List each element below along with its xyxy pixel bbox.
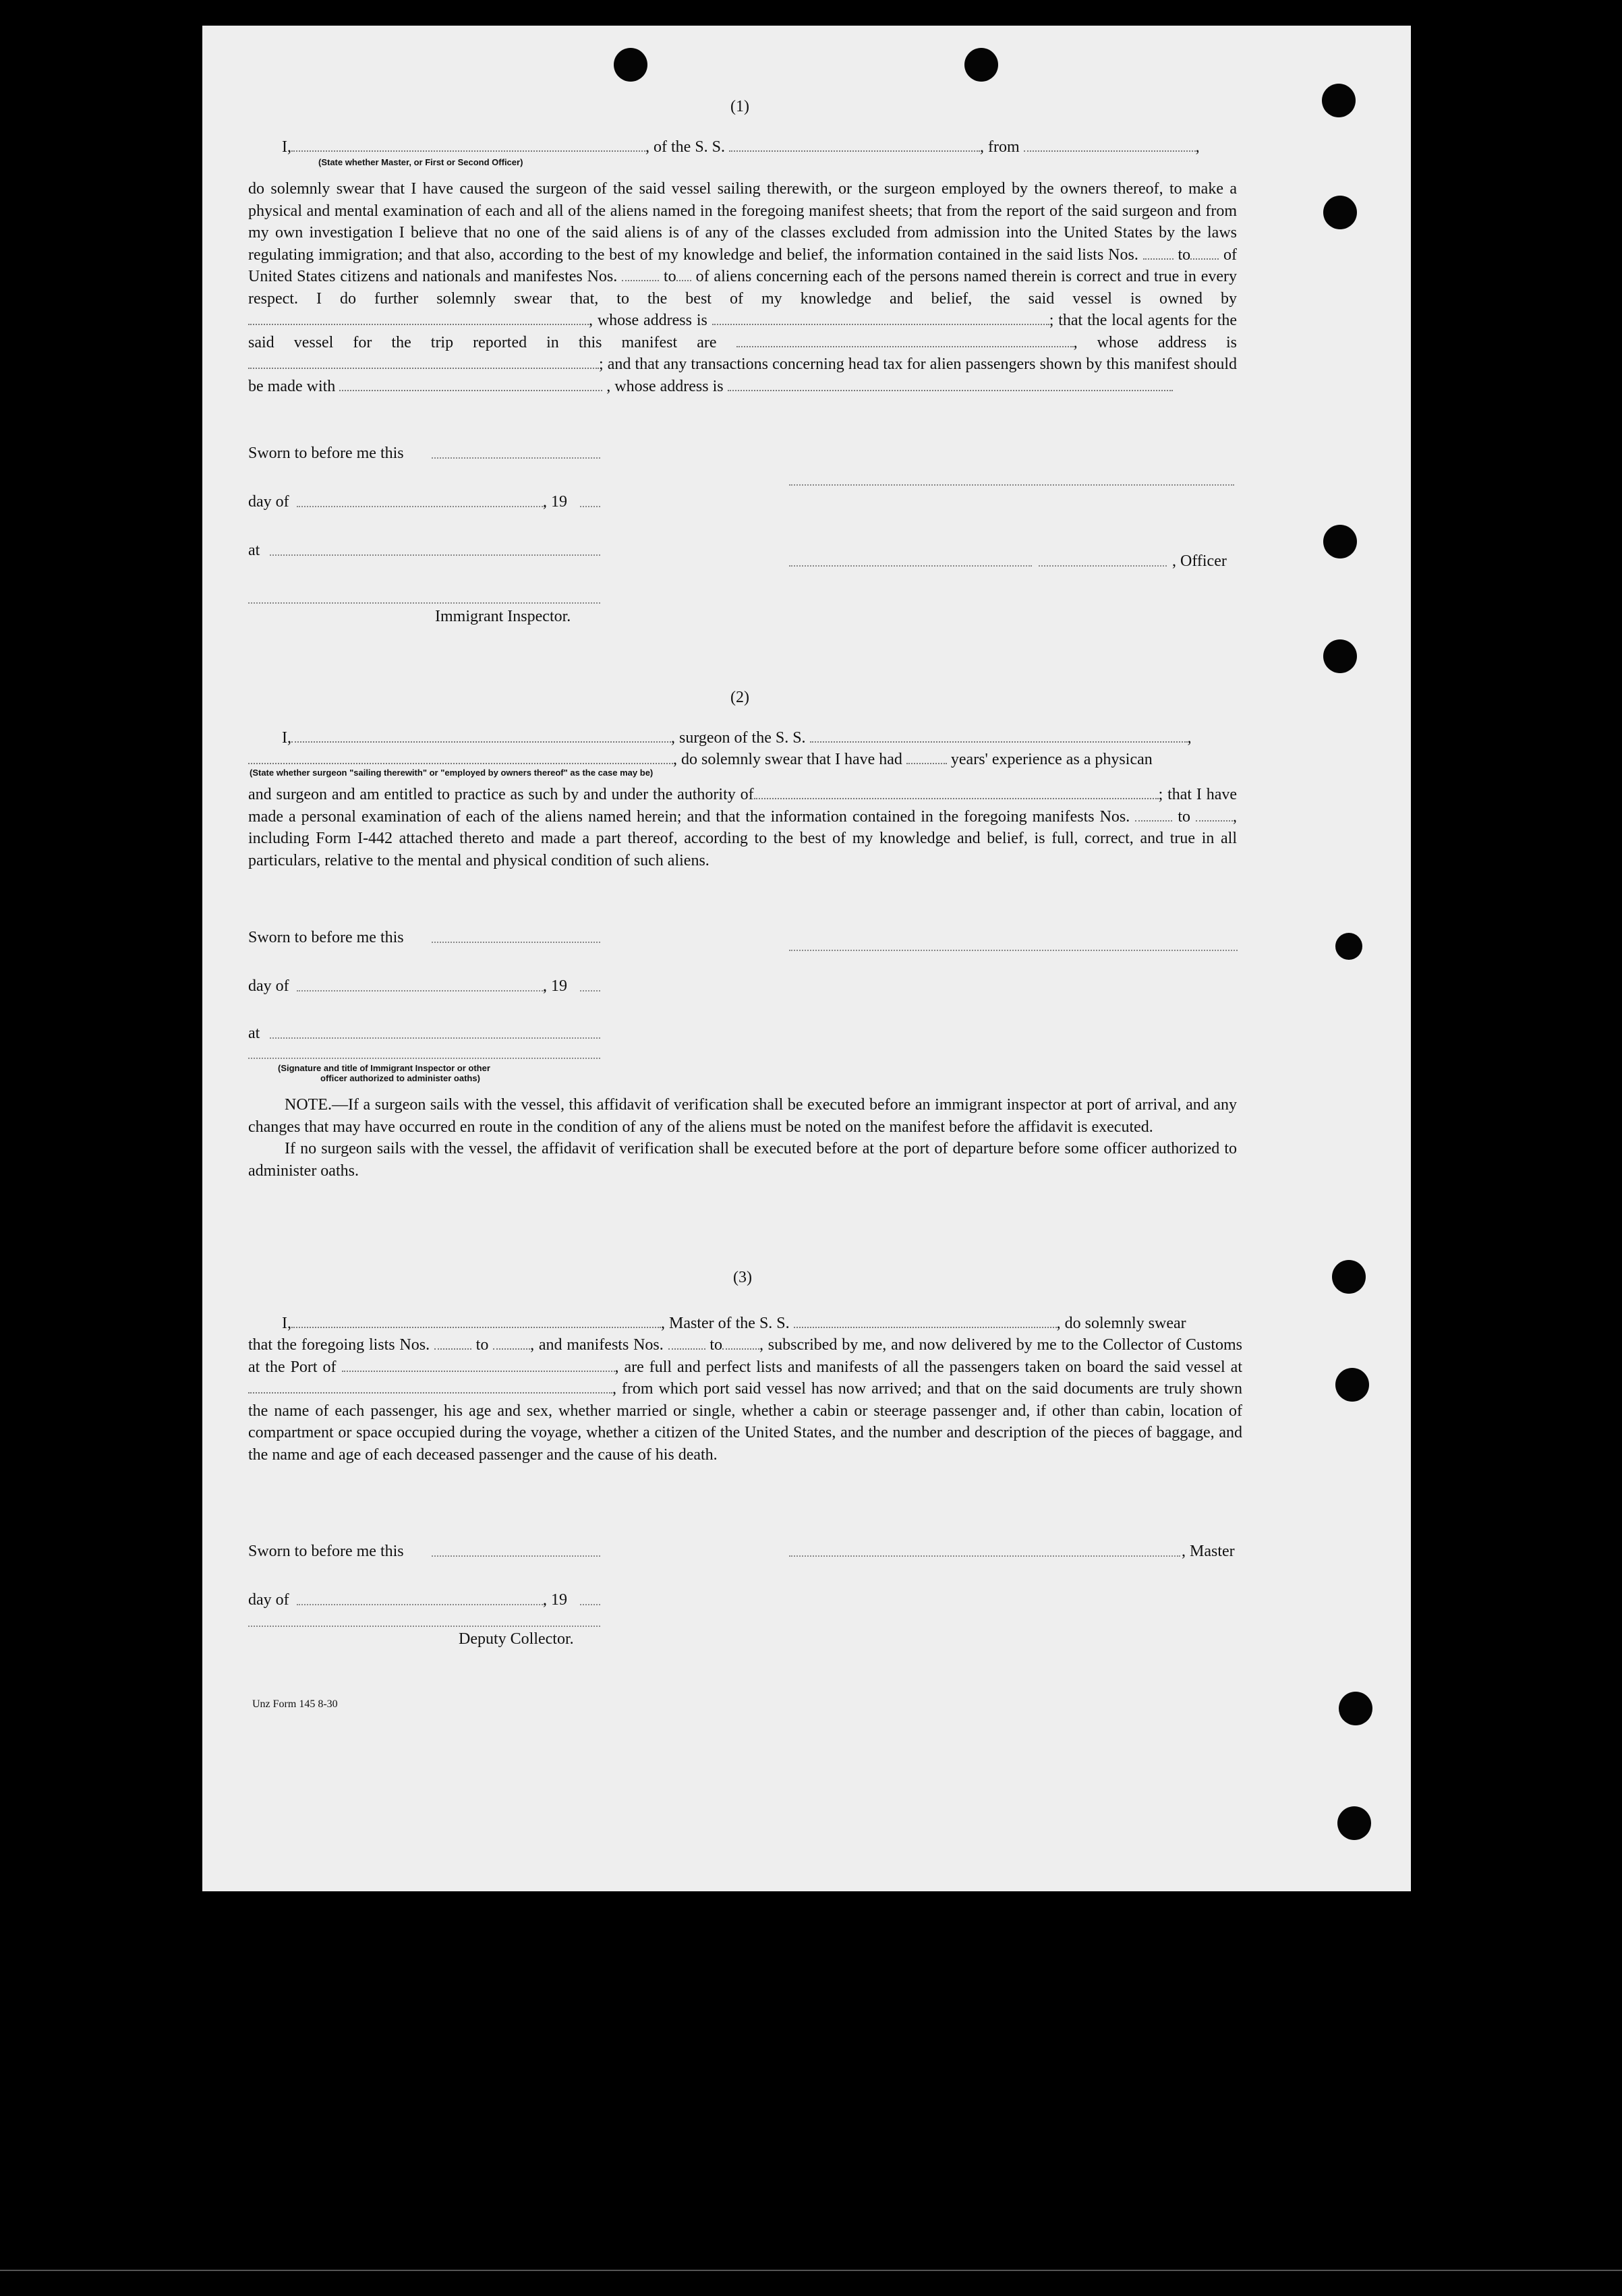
punch-hole bbox=[1323, 639, 1357, 673]
sworn-day-field[interactable] bbox=[432, 942, 600, 943]
oath-text: , whose address is bbox=[606, 377, 724, 395]
oath-text: , are full and perfect lists and manifests of all the passengers taken on board the said vessel at bbox=[614, 1358, 1242, 1376]
years-experience-field[interactable] bbox=[906, 751, 947, 764]
signature-note-line-2: officer authorized to administer oaths) bbox=[320, 1073, 480, 1083]
punch-hole bbox=[1335, 1368, 1369, 1402]
sworn-place-field[interactable] bbox=[270, 554, 600, 556]
punch-hole bbox=[1323, 196, 1357, 229]
surgeon-status-field[interactable] bbox=[248, 751, 673, 764]
master-name-field[interactable] bbox=[291, 1315, 661, 1328]
punch-hole bbox=[1332, 1260, 1366, 1294]
section-3-swear: , do solemnly swear bbox=[1056, 1315, 1186, 1332]
oath-text: of aliens concerning each of the persons named therein is correct and true in every respect. I do further solemnly swear that, to the best of my knowledge and belief, the said vessel is owned by bbox=[248, 268, 1238, 308]
inspector-signature-line[interactable] bbox=[248, 602, 600, 604]
citizen-list-to-field[interactable] bbox=[1190, 246, 1219, 260]
sworn-year-field[interactable] bbox=[580, 1604, 600, 1605]
section-2-year: , 19 bbox=[543, 977, 567, 995]
section-1-tail: , bbox=[1195, 138, 1200, 156]
section-3-lead: I, bbox=[282, 1315, 291, 1332]
sworn-year-field[interactable] bbox=[580, 506, 600, 507]
manifests-to-field[interactable] bbox=[722, 1336, 759, 1350]
section-2-tail: , bbox=[1187, 729, 1192, 747]
sworn-month-field[interactable] bbox=[297, 506, 545, 507]
section-3-oath bbox=[248, 1334, 1242, 1466]
collector-port-field[interactable] bbox=[342, 1358, 615, 1372]
oath-text: , subscribed by me, and now delivered by me to the Collector of Customs at the Port of bbox=[248, 1336, 1243, 1376]
section-1-oath bbox=[248, 178, 1237, 397]
officer-title-field[interactable] bbox=[1039, 565, 1167, 567]
oath-text: of United States citizens and nationals and manifestes Nos. bbox=[248, 246, 1238, 285]
section-3-year: , 19 bbox=[543, 1591, 567, 1609]
lists-to-field[interactable] bbox=[493, 1336, 530, 1350]
section-3-day-of: day of bbox=[248, 1591, 289, 1609]
sworn-month-field[interactable] bbox=[297, 990, 545, 992]
oath-to: to bbox=[475, 1336, 489, 1354]
alien-manifest-to-field[interactable] bbox=[676, 268, 691, 281]
oath-text: do solemnly swear that I have caused the surgeon of the said vessel sailing therewith, or the surgeon employed by the owners thereof, to make a physical and mental examination of each and all of the aliens named in the foregoing manifest sheets; that from the report of the said surgeon and from my own investigation I believe that no one of the said aliens is of any of the classes excluded from admission into the United States by the laws regulating immigration; and that also, according to the best of my knowledge and belief, the information contained in the said lists Nos. bbox=[248, 180, 1237, 264]
section-3-line1 bbox=[282, 1313, 1186, 1334]
section-2-line1 bbox=[282, 727, 1192, 749]
section-1-from: , from bbox=[980, 138, 1020, 156]
lists-from-field[interactable] bbox=[434, 1336, 471, 1350]
oath-text: , whose address is bbox=[589, 312, 707, 329]
signature-note-line-1: (Signature and title of Immigrant Inspector or other bbox=[278, 1063, 490, 1073]
officer-signature-line[interactable] bbox=[789, 484, 1234, 486]
oath-to: to bbox=[1178, 807, 1191, 826]
form-number: Unz Form 145 8-30 bbox=[252, 1698, 338, 1710]
oath-text: ; that the local agents for the said vessel for the trip reported in this manifest are bbox=[248, 312, 1238, 351]
officer-rank-field[interactable] bbox=[291, 138, 645, 152]
section-3-number: (3) bbox=[733, 1269, 752, 1286]
section-2-surgeon-of: , surgeon of the S. S. bbox=[671, 729, 806, 747]
manifest-to-field[interactable] bbox=[1196, 808, 1233, 822]
departure-port-field[interactable] bbox=[1024, 138, 1196, 152]
section-1-line1 bbox=[282, 136, 1200, 158]
punch-hole bbox=[1323, 525, 1357, 558]
section-2-experience: years' experience as a physican bbox=[950, 751, 1153, 768]
surgeon-vessel-field[interactable] bbox=[810, 729, 1188, 743]
sworn-place-field[interactable] bbox=[270, 1037, 600, 1039]
punch-hole bbox=[1337, 1806, 1371, 1840]
head-tax-address-field[interactable] bbox=[728, 378, 1173, 391]
oath-text: that the foregoing lists Nos. bbox=[248, 1336, 430, 1354]
section-2-at: at bbox=[248, 1025, 260, 1042]
section-1-lead: I, bbox=[282, 138, 291, 156]
master-label: , Master bbox=[1182, 1543, 1235, 1560]
agents-address-field[interactable] bbox=[248, 355, 599, 369]
section-1-of-ss: , of the S. S. bbox=[645, 138, 726, 156]
section-1-year: , 19 bbox=[543, 493, 567, 511]
oath-text: , whose address is bbox=[1073, 333, 1238, 351]
sworn-month-field[interactable] bbox=[297, 1604, 545, 1605]
note-paragraph-2: If no surgeon sails with the vessel, the affidavit of verification shall be executed before at the port of departure before some officer authorized to administer oaths. bbox=[248, 1140, 1237, 1180]
punch-hole bbox=[964, 48, 998, 82]
owner-address-field[interactable] bbox=[712, 312, 1049, 325]
punch-hole bbox=[1339, 1692, 1372, 1725]
section-2-swear: , do solemnly swear that I have had bbox=[673, 751, 902, 768]
head-tax-contact-field[interactable] bbox=[339, 378, 602, 391]
surgeon-status-note: (State whether surgeon "sailing therewith" or "employed by owners thereof" as the case may be) bbox=[250, 768, 654, 778]
vessel-name-field[interactable] bbox=[729, 138, 980, 152]
section-3-master-of: , Master of the S. S. bbox=[661, 1315, 790, 1332]
citizen-list-from-field[interactable] bbox=[1143, 246, 1174, 260]
section-2-oath bbox=[248, 784, 1237, 871]
oath-to: to bbox=[1178, 246, 1191, 264]
master-signature-line[interactable] bbox=[789, 1555, 1180, 1557]
owner-field[interactable] bbox=[248, 312, 589, 325]
scanner-edge-line bbox=[0, 2270, 1622, 2271]
section-1-number: (1) bbox=[730, 98, 749, 115]
local-agents-field[interactable] bbox=[736, 334, 1074, 347]
authorized-officer-signature-line[interactable] bbox=[248, 1058, 600, 1059]
alien-manifest-from-field[interactable] bbox=[622, 268, 659, 281]
officer-rank-note: (State whether Master, or First or Second Officer) bbox=[318, 157, 523, 167]
sworn-year-field[interactable] bbox=[580, 990, 600, 992]
surgeon-name-field[interactable] bbox=[291, 729, 671, 743]
manifest-from-field[interactable] bbox=[1135, 808, 1172, 822]
section-2-day-of: day of bbox=[248, 977, 289, 995]
manifests-from-field[interactable] bbox=[668, 1336, 705, 1350]
deputy-collector-signature-line[interactable] bbox=[248, 1626, 600, 1627]
oath-to: to bbox=[664, 268, 676, 285]
master-vessel-field[interactable] bbox=[794, 1315, 1057, 1328]
note-paragraph-1: NOTE.—If a surgeon sails with the vessel, this affidavit of verification shall be executed before an immigrant inspector at port of arrival, and any changes that may have occurred en route in the condition of any of the aliens must be noted on the manifest before the affidavit is executed. bbox=[248, 1096, 1237, 1136]
officer-label: , Officer bbox=[1172, 552, 1227, 570]
oath-text: and surgeon and am entitled to practice as such by and under the authority of bbox=[248, 786, 754, 803]
oath-text: , and manifests Nos. bbox=[530, 1336, 664, 1354]
deputy-collector-label: Deputy Collector. bbox=[459, 1630, 574, 1648]
sworn-day-field[interactable] bbox=[432, 1555, 600, 1557]
oath-text: , including Form I-442 attached thereto and made a part thereof, according to the best of my knowledge and belief, is full, correct, and true in all particulars, relative to the mental and physical condition of such aliens. bbox=[248, 807, 1238, 869]
oath-text: ; that I have made a personal examination of each of the aliens named herein; and that the information contained in the foregoing manifests Nos. bbox=[248, 786, 1238, 826]
section-2-sworn: Sworn to before me this bbox=[248, 929, 404, 946]
section-1-sworn: Sworn to before me this bbox=[248, 444, 404, 462]
section-2-lead: I, bbox=[282, 729, 291, 747]
immigrant-inspector-label: Immigrant Inspector. bbox=[435, 608, 571, 625]
punch-hole bbox=[614, 48, 647, 82]
section-2-number: (2) bbox=[730, 689, 749, 706]
oath-to: to bbox=[709, 1336, 722, 1354]
affidavit-note bbox=[248, 1094, 1237, 1182]
sworn-day-field[interactable] bbox=[432, 457, 600, 459]
oath-text: ; and that any transactions concerning head tax for alien passengers shown by this manifest should be made with bbox=[248, 355, 1237, 395]
section-1-at: at bbox=[248, 542, 260, 559]
officer-name-field[interactable] bbox=[789, 565, 1032, 567]
surgeon-signature-line[interactable] bbox=[789, 950, 1238, 951]
embarkation-port-field[interactable] bbox=[248, 1380, 612, 1394]
section-3-sworn: Sworn to before me this bbox=[248, 1543, 404, 1560]
oath-text: , from which port said vessel has now arrived; and that on the said documents are truly shown the name of each passenger, his age and sex, whether married or single, whether a cabin or steerage passenger and, if other than cabin, location of compartment or space occupied during the voyage, whether a citizen of the United States, and the number and description of the pieces of baggage, and the name and age of each deceased passenger and the cause of his death. bbox=[248, 1380, 1242, 1464]
form-sheet bbox=[202, 26, 1411, 1891]
punch-hole bbox=[1322, 84, 1356, 117]
punch-hole bbox=[1335, 933, 1362, 960]
authority-field[interactable] bbox=[754, 786, 1159, 799]
section-1-day-of: day of bbox=[248, 493, 289, 511]
